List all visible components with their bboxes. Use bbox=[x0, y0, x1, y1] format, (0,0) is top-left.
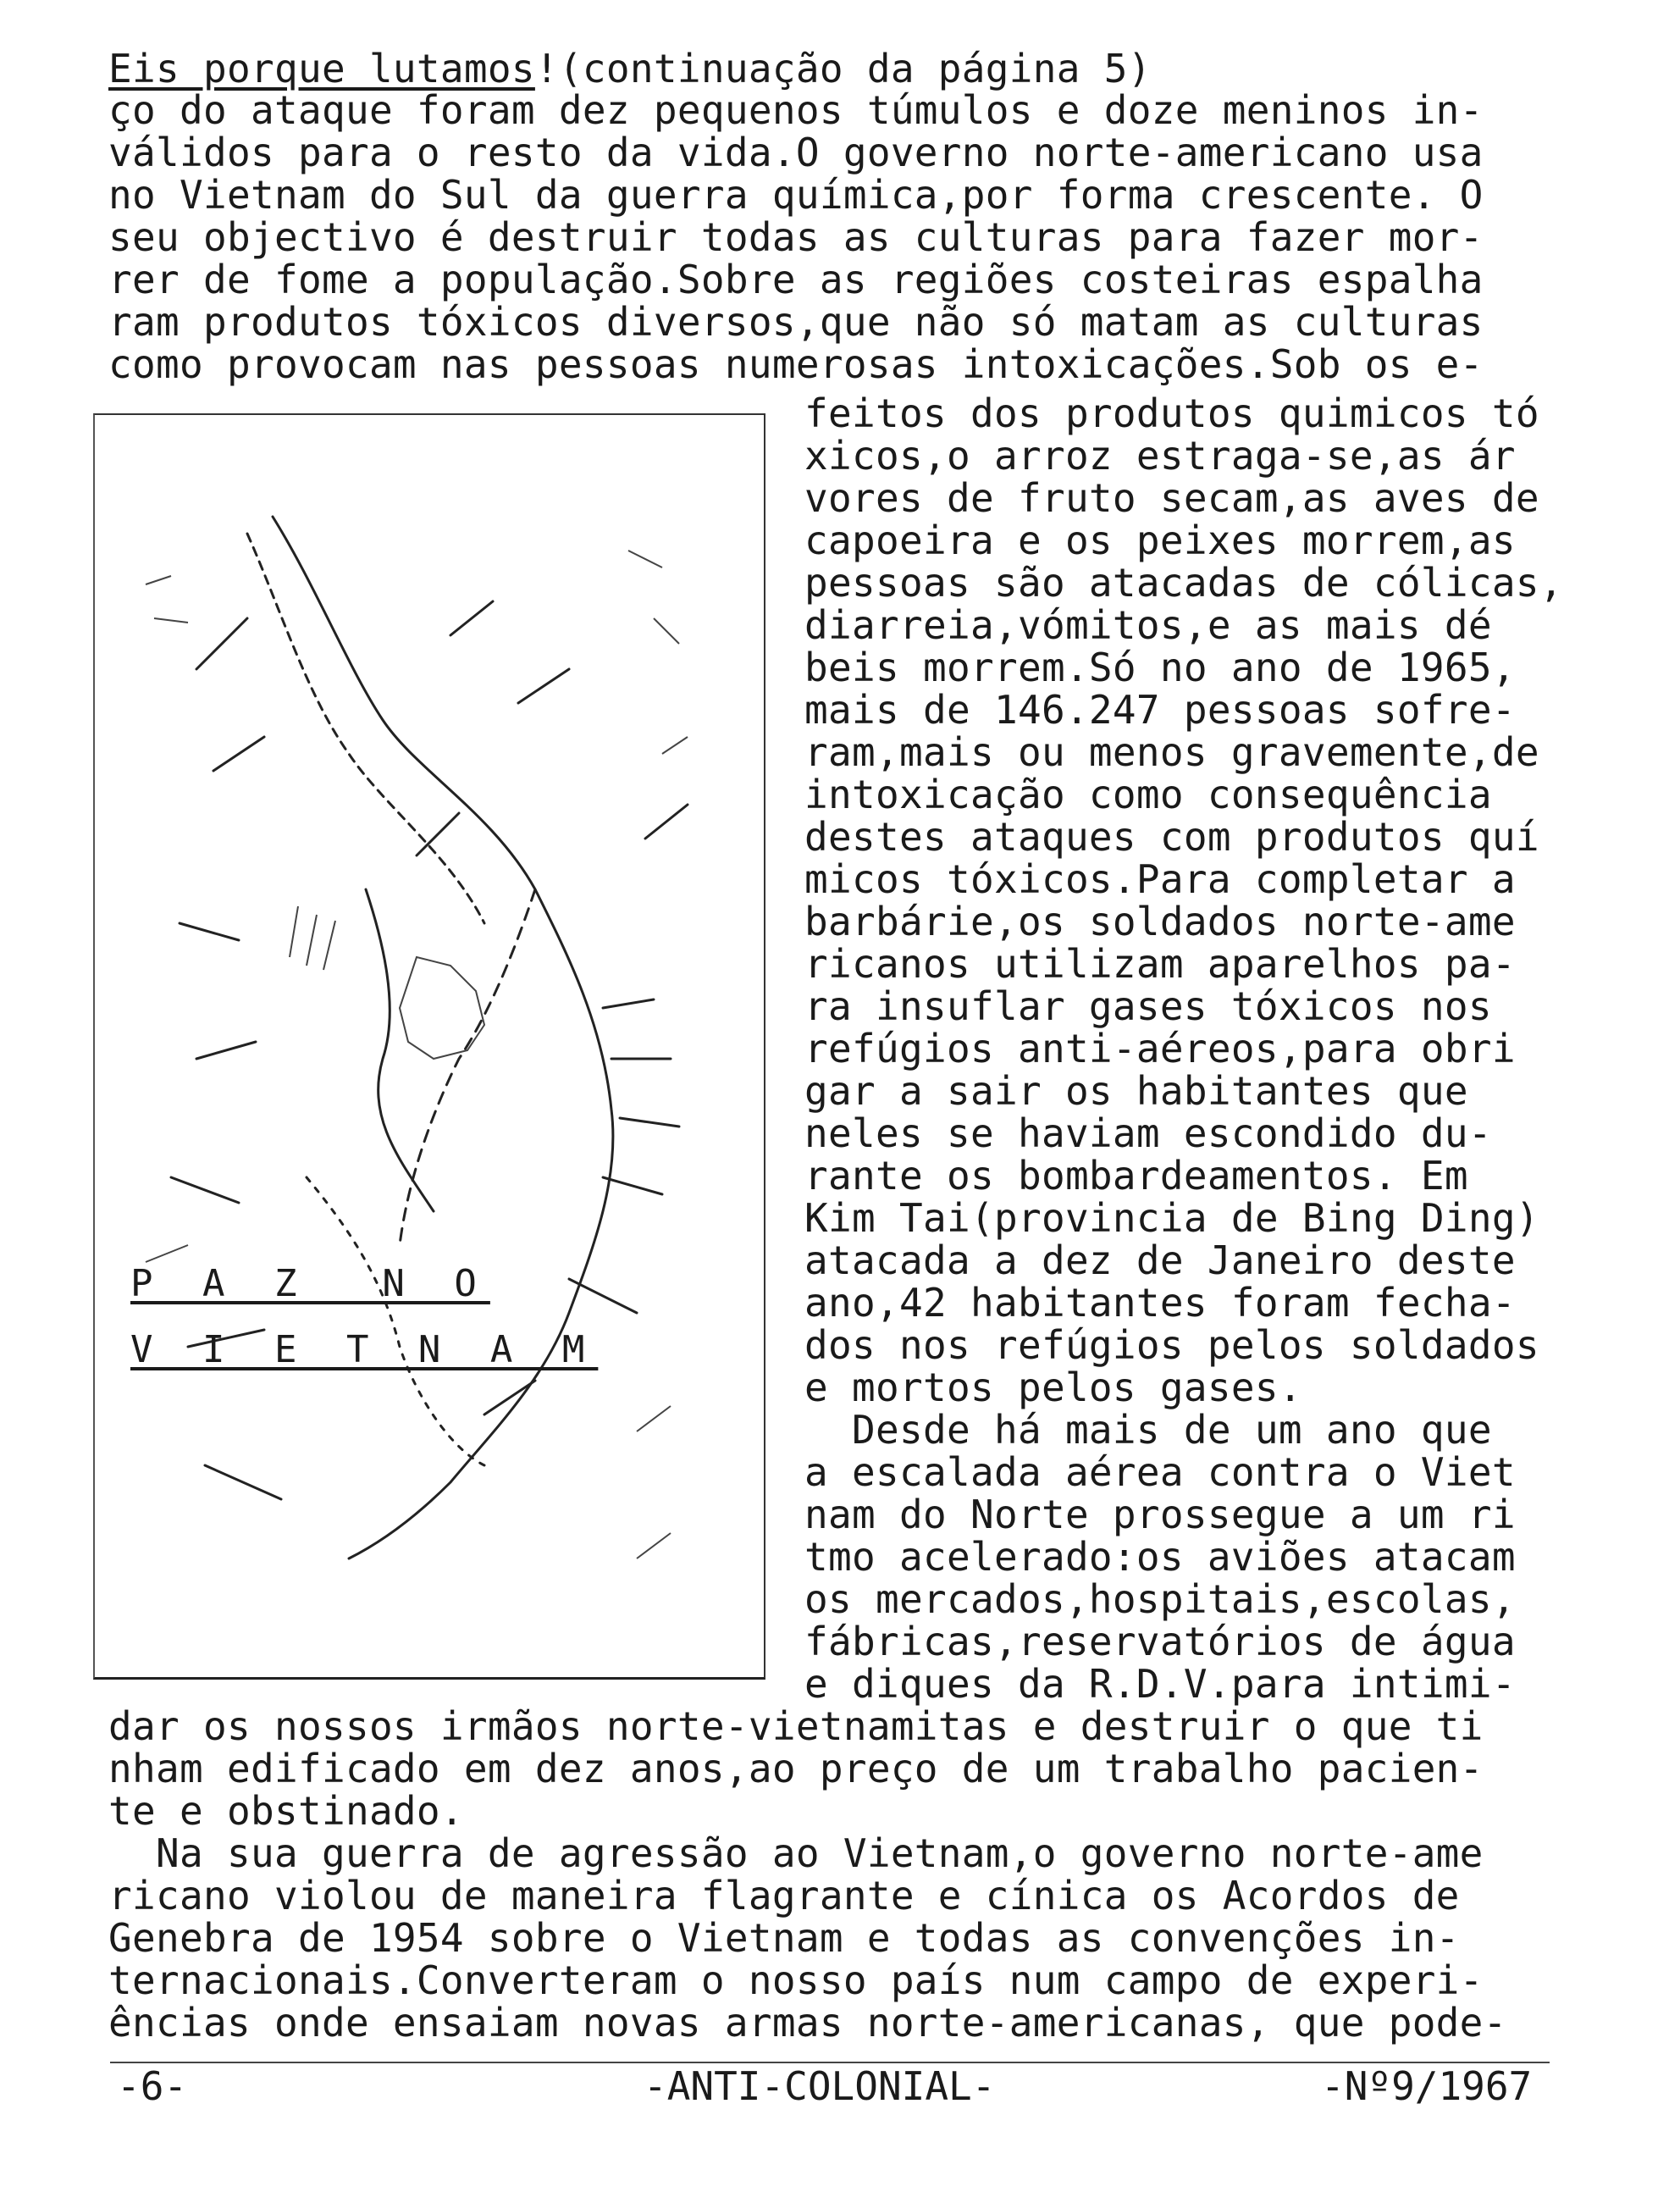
text-line: Kim Tai(provincia de Bing Ding) bbox=[804, 1195, 1539, 1241]
text-line: xicos,o arroz estraga-se,as ár bbox=[804, 433, 1516, 479]
text-line: ricanos utilizam aparelhos pa- bbox=[804, 941, 1516, 987]
caption-peace: P A Z N O bbox=[130, 1262, 490, 1305]
text-line: diarreia,vómitos,e as mais dé bbox=[804, 602, 1492, 648]
text-line: destes ataques com produtos quí bbox=[804, 814, 1539, 860]
heading-line bbox=[108, 47, 1152, 90]
text-line: barbárie,os soldados norte-ame bbox=[804, 899, 1516, 944]
text-line: ram produtos tóxicos diversos,que não só matam as culturas bbox=[108, 299, 1484, 345]
map-sketch-icon bbox=[95, 415, 764, 1677]
text-line: capoeira e os peixes morrem,as bbox=[804, 518, 1516, 563]
text-line: rante os bombardeamentos. Em bbox=[804, 1153, 1468, 1199]
text-line: gar a sair os habitantes que bbox=[804, 1068, 1468, 1114]
text-line: os mercados,hospitais,escolas, bbox=[804, 1576, 1516, 1622]
article-heading: Eis porque lutamos bbox=[108, 46, 535, 91]
text-line: tmo acelerado:os aviões atacam bbox=[804, 1534, 1516, 1580]
publication-name: -ANTI-COLONIAL- bbox=[644, 2063, 996, 2109]
text-line: feitos dos produtos quimicos tó bbox=[804, 390, 1539, 436]
text-line: como provocam nas pessoas numerosas intoxicações.Sob os e- bbox=[108, 341, 1484, 387]
text-line: mais de 146.247 pessoas sofre- bbox=[804, 687, 1516, 733]
text-line: no Vietnam do Sul da guerra química,por forma crescente. O bbox=[108, 172, 1484, 218]
text-line: e mortos pelos gases. bbox=[804, 1365, 1302, 1410]
text-line: válidos para o resto da vida.O governo norte-americano usa bbox=[108, 130, 1484, 175]
text-line: e diques da R.D.V.para intimi- bbox=[804, 1661, 1516, 1707]
text-line: Desde há mais de um ano que bbox=[804, 1407, 1492, 1453]
text-line: dos nos refúgios pelos soldados bbox=[804, 1322, 1539, 1368]
text-line: ricano violou de maneira flagrante e cínica os Acordos de bbox=[108, 1873, 1460, 1918]
text-line: rer de fome a população.Sobre as regiões costeiras espalha bbox=[108, 257, 1484, 302]
text-line: nham edificado em dez anos,ao preço de um trabalho pacien- bbox=[108, 1746, 1484, 1791]
text-line: beis morrem.Só no ano de 1965, bbox=[804, 645, 1516, 690]
text-line: refúgios anti-aéreos,para obri bbox=[804, 1026, 1516, 1071]
text-line: Na sua guerra de agressão ao Vietnam,o governo norte-ame bbox=[108, 1830, 1484, 1876]
vietnam-map-illustration bbox=[93, 413, 765, 1680]
text-line: neles se haviam escondido du- bbox=[804, 1110, 1492, 1156]
text-line: dar os nossos irmãos norte-vietnamitas e destruir o que ti bbox=[108, 1703, 1484, 1749]
text-line: ço do ataque foram dez pequenos túmulos e doze meninos in- bbox=[108, 87, 1484, 133]
text-line: Genebra de 1954 sobre o Vietnam e todas as convenções in- bbox=[108, 1915, 1460, 1961]
text-line: intoxicação como consequência bbox=[804, 772, 1492, 817]
text-line: seu objectivo é destruir todas as culturas para fazer mor- bbox=[108, 214, 1484, 260]
text-line: ências onde ensaiam novas armas norte-americanas, que pode- bbox=[108, 2000, 1507, 2046]
text-line: nam do Norte prossegue a um ri bbox=[804, 1492, 1516, 1537]
page-number: -6- bbox=[117, 2063, 188, 2109]
text-line: te e obstinado. bbox=[108, 1788, 464, 1834]
text-line: fábricas,reservatórios de água bbox=[804, 1619, 1516, 1664]
text-line: ano,42 habitantes foram fecha- bbox=[804, 1280, 1516, 1326]
caption-vietnam: V I E T N A M bbox=[130, 1328, 599, 1371]
issue-number: -Nº9/1967 bbox=[1321, 2063, 1533, 2109]
text-line: micos tóxicos.Para completar a bbox=[804, 856, 1516, 902]
text-line: vores de fruto secam,as aves de bbox=[804, 475, 1539, 521]
text-line: atacada a dez de Janeiro deste bbox=[804, 1237, 1516, 1283]
heading-continuation: !(continuação da página 5) bbox=[534, 46, 1152, 91]
text-line: a escalada aérea contra o Viet bbox=[804, 1449, 1516, 1495]
text-line: ra insuflar gases tóxicos nos bbox=[804, 983, 1492, 1029]
text-line: ternacionais.Converteram o nosso país num campo de experi- bbox=[108, 1957, 1484, 2003]
text-line: pessoas são atacadas de cólicas, bbox=[804, 560, 1563, 606]
text-line: ram,mais ou menos gravemente,de bbox=[804, 729, 1539, 775]
